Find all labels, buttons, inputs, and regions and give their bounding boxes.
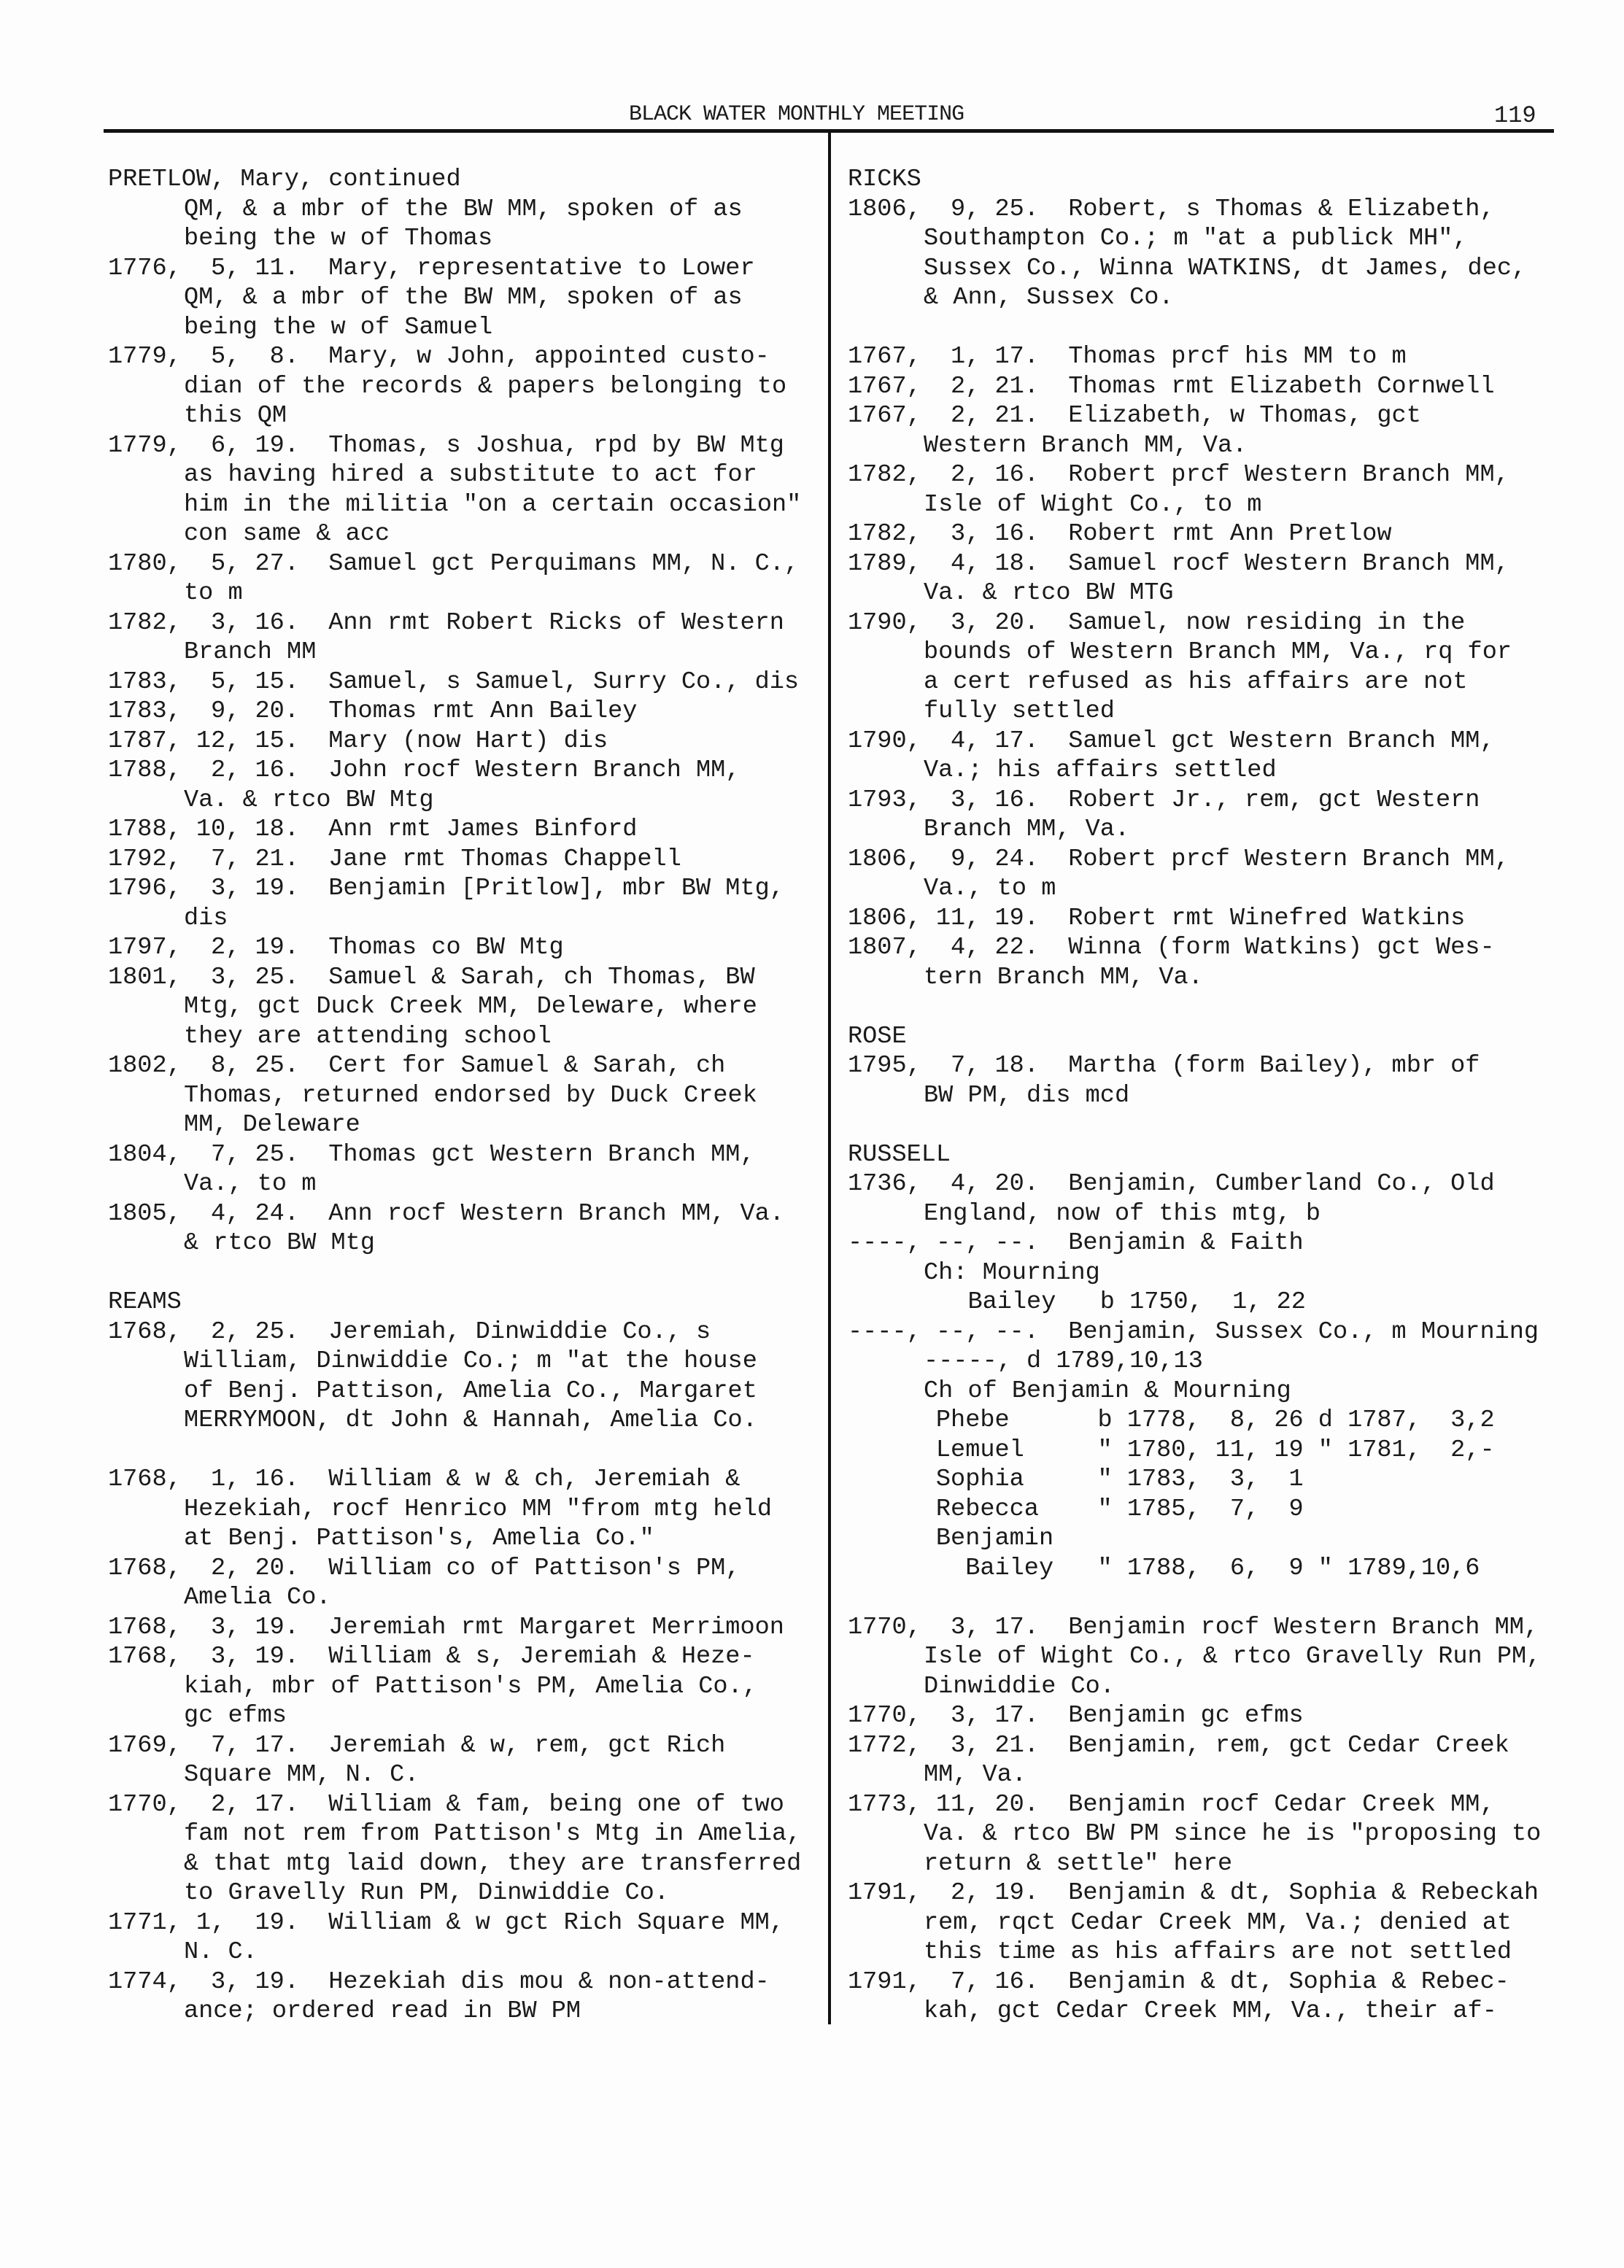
record-line: MM, Deleware — [184, 1111, 360, 1139]
record-line: Amelia Co. — [184, 1584, 331, 1611]
record-line: & rtco BW Mtg — [184, 1229, 375, 1257]
record-line: 1807, 4, 22. Winna (form Watkins) gct Wes- — [848, 934, 1495, 961]
record-line: rem, rqct Cedar Creek MM, Va.; denied at — [924, 1908, 1512, 1937]
record-line: Bailey b 1750, 1, 22 — [924, 1288, 1306, 1316]
record-line: 1782, 3, 16. Ann rmt Robert Ricks of Western — [108, 608, 784, 637]
record-line: 1788, 2, 16. John rocf Western Branch MM, — [108, 756, 741, 784]
record-line: 1773, 11, 20. Benjamin rocf Cedar Creek MM, — [848, 1790, 1495, 1819]
blank-line — [108, 1436, 819, 1466]
record-line: 1795, 7, 18. Martha (form Bailey), mbr of — [848, 1052, 1480, 1080]
surname-heading: RICKS — [848, 166, 921, 193]
blank-line — [848, 992, 1559, 1022]
record-line: 1736, 4, 20. Benjamin, Cumberland Co., Old — [848, 1170, 1495, 1198]
record-line: ----, --, --. Benjamin & Faith — [848, 1229, 1304, 1257]
record-line: 1791, 7, 16. Benjamin & dt, Sophia & Rebec- — [848, 1967, 1509, 1996]
record-line: Thomas, returned endorsed by Duck Creek — [184, 1081, 757, 1110]
record-line: dis — [184, 904, 228, 932]
record-line: 1768, 1, 16. William & w & ch, Jeremiah & — [108, 1466, 741, 1493]
record-line: 1772, 3, 21. Benjamin, rem, gct Cedar Creek — [848, 1731, 1509, 1760]
record-line: Sussex Co., Winna WATKINS, dt James, dec, — [924, 254, 1527, 282]
record-line: BW PM, dis mcd — [924, 1081, 1130, 1110]
right-column — [848, 165, 1559, 2027]
record-line: 1770, 3, 17. Benjamin rocf Western Branch MM, — [848, 1613, 1539, 1641]
record-line: 1787, 12, 15. Mary (now Hart) dis — [108, 727, 608, 755]
record-line: 1780, 5, 27. Samuel gct Perquimans MM, N. C., — [108, 549, 800, 578]
record-line: QM, & a mbr of the BW MM, spoken of as — [184, 284, 743, 311]
record-line: 1768, 3, 19. William & s, Jeremiah & Heze- — [108, 1643, 755, 1671]
record-line: at Benj. Pattison's, Amelia Co." — [184, 1525, 654, 1552]
record-line: 1770, 3, 17. Benjamin gc efms — [848, 1702, 1304, 1730]
record-line: fully settled — [924, 697, 1115, 725]
record-line: 1774, 3, 19. Hezekiah dis mou & non-attend- — [108, 1967, 770, 1996]
surname-heading: REAMS — [108, 1288, 182, 1316]
left-column — [108, 165, 819, 2027]
record-line: 1806, 9, 25. Robert, s Thomas & Elizabeth, — [848, 195, 1495, 223]
record-line: as having hired a substitute to act for — [184, 461, 757, 489]
record-line: Dinwiddie Co. — [924, 1672, 1115, 1700]
record-line: this time as his affairs are not settled — [924, 1938, 1512, 1966]
blank-line — [848, 313, 1559, 343]
record-line: 1790, 3, 20. Samuel, now residing in the — [848, 608, 1466, 637]
record-line: dian of the records & papers belonging to — [184, 372, 787, 400]
record-line: Rebecca " 1785, 7, 9 — [848, 1495, 1304, 1523]
record-line: to Gravelly Run PM, Dinwiddie Co. — [184, 1879, 669, 1907]
record-line: they are attending school — [184, 1022, 552, 1050]
record-line: William, Dinwiddie Co.; m "at the house — [184, 1347, 757, 1375]
page-number: 119 — [1494, 102, 1536, 129]
record-line: 1779, 6, 19. Thomas, s Joshua, rpd by BW Mtg — [108, 431, 784, 460]
record-line: MERRYMOON, dt John & Hannah, Amelia Co. — [184, 1406, 757, 1434]
record-line: him in the militia "on a certain occasion" — [184, 490, 802, 519]
record-line: return & settle" here — [924, 1849, 1233, 1878]
record-line: fam not rem from Pattison's Mtg in Amelia, — [184, 1820, 802, 1848]
record-line: N. C. — [184, 1938, 258, 1966]
record-line: 1768, 2, 20. William co of Pattison's PM, — [108, 1554, 741, 1582]
record-line: 1806, 9, 24. Robert prcf Western Branch MM, — [848, 845, 1509, 873]
record-line: kah, gct Cedar Creek MM, Va., their af- — [924, 1997, 1497, 2025]
record-line: Benjamin — [848, 1525, 1054, 1552]
record-line: kiah, mbr of Pattison's PM, Amelia Co., — [184, 1672, 757, 1700]
record-line: Bailey " 1788, 6, 9 " 1789,10,6 — [848, 1554, 1480, 1582]
record-line: 1801, 3, 25. Samuel & Sarah, ch Thomas, BW — [108, 963, 755, 991]
blank-line — [848, 1110, 1559, 1140]
record-line: 1806, 11, 19. Robert rmt Winefred Watkins — [848, 904, 1466, 932]
record-line: 1791, 2, 19. Benjamin & dt, Sophia & Rebeckah — [848, 1879, 1539, 1907]
record-line: to m — [184, 579, 243, 607]
record-line: 1792, 7, 21. Jane rmt Thomas Chappell — [108, 845, 681, 873]
record-line: 1797, 2, 19. Thomas co BW Mtg — [108, 934, 564, 961]
record-line: Va. & rtco BW MTG — [924, 579, 1174, 607]
record-line: 1776, 5, 11. Mary, representative to Lower — [108, 254, 755, 282]
record-line: ance; ordered read in BW PM — [184, 1997, 581, 2025]
record-line: tern Branch MM, Va. — [924, 963, 1203, 991]
record-line: 1768, 2, 25. Jeremiah, Dinwiddie Co., s — [108, 1317, 711, 1346]
record-line: a cert refused as his affairs are not — [924, 667, 1468, 696]
record-line: QM, & a mbr of the BW MM, spoken of as — [184, 195, 743, 223]
record-line: bounds of Western Branch MM, Va., rq for — [924, 638, 1512, 666]
record-line: Ch of Benjamin & Mourning — [924, 1377, 1291, 1405]
record-line: 1788, 10, 18. Ann rmt James Binford — [108, 816, 638, 843]
record-line: 1783, 5, 15. Samuel, s Samuel, Surry Co., dis — [108, 667, 800, 696]
record-line: Ch: Mourning — [924, 1258, 1100, 1287]
record-line: Hezekiah, rocf Henrico MM "from mtg held — [184, 1495, 773, 1523]
record-line: 1771, 1, 19. William & w gct Rich Square MM, — [108, 1908, 784, 1937]
record-line: being the w of Samuel — [184, 313, 493, 341]
record-line: -----, d 1789,10,13 — [924, 1347, 1203, 1375]
record-line: & that mtg laid down, they are transferred — [184, 1849, 802, 1878]
record-line: 1779, 5, 8. Mary, w John, appointed custo- — [108, 343, 770, 371]
record-line: this QM — [184, 402, 287, 430]
record-line: Phebe b 1778, 8, 26 d 1787, 3,2 — [848, 1406, 1495, 1434]
record-line: Branch MM — [184, 638, 317, 666]
record-line: 1767, 1, 17. Thomas prcf his MM to m — [848, 343, 1407, 371]
surname-heading: ROSE — [848, 1022, 907, 1050]
column-divider — [828, 131, 831, 2024]
record-line: gc efms — [184, 1702, 287, 1730]
record-line: Square MM, N. C. — [184, 1761, 419, 1789]
record-line: 1805, 4, 24. Ann rocf Western Branch MM, Va. — [108, 1199, 784, 1228]
record-line: 1767, 2, 21. Thomas rmt Elizabeth Cornwell — [848, 372, 1495, 400]
record-line: Va., to m — [184, 1170, 317, 1198]
record-line: 1767, 2, 21. Elizabeth, w Thomas, gct — [848, 402, 1421, 430]
record-line: 1804, 7, 25. Thomas gct Western Branch MM, — [108, 1140, 755, 1169]
record-line: Southampton Co.; m "at a publick MH", — [924, 225, 1468, 252]
record-line: Va., to m — [924, 875, 1056, 902]
record-line: Sophia " 1783, 3, 1 — [848, 1466, 1304, 1493]
record-line: Va.; his affairs settled — [924, 756, 1277, 784]
surname-heading: RUSSELL — [848, 1140, 951, 1169]
record-line: England, now of this mtg, b — [924, 1199, 1321, 1228]
record-line: MM, Va. — [924, 1761, 1027, 1789]
running-head: BLACK WATER MONTHLY MEETING — [629, 102, 964, 127]
record-line: 1793, 3, 16. Robert Jr., rem, gct Western — [848, 786, 1480, 814]
record-line: Branch MM, Va. — [924, 816, 1130, 843]
record-line: PRETLOW, Mary, continued — [108, 166, 461, 193]
record-line: & Ann, Sussex Co. — [924, 284, 1174, 311]
record-line: Va. & rtco BW PM since he is "proposing to — [924, 1820, 1542, 1848]
record-line: 1770, 2, 17. William & fam, being one of two — [108, 1790, 784, 1819]
record-line: 1790, 4, 17. Samuel gct Western Branch MM, — [848, 727, 1495, 755]
record-line: 1769, 7, 17. Jeremiah & w, rem, gct Rich — [108, 1731, 726, 1760]
record-line: Mtg, gct Duck Creek MM, Deleware, where — [184, 993, 757, 1021]
blank-line — [108, 1258, 819, 1288]
record-line: 1782, 3, 16. Robert rmt Ann Pretlow — [848, 520, 1392, 548]
record-line: 1768, 3, 19. Jeremiah rmt Margaret Merrimoon — [108, 1613, 784, 1641]
record-line: of Benj. Pattison, Amelia Co., Margaret — [184, 1377, 757, 1405]
record-line: Va. & rtco BW Mtg — [184, 786, 434, 814]
record-line: Western Branch MM, Va. — [924, 431, 1248, 460]
record-line: Lemuel " 1780, 11, 19 " 1781, 2,- — [848, 1436, 1495, 1464]
record-line: Isle of Wight Co., to m — [924, 490, 1262, 519]
record-line: ----, --, --. Benjamin, Sussex Co., m Mourning — [848, 1317, 1539, 1346]
blank-line — [848, 1583, 1559, 1613]
record-line: 1789, 4, 18. Samuel rocf Western Branch MM, — [848, 549, 1509, 578]
record-line: 1796, 3, 19. Benjamin [Pritlow], mbr BW Mtg, — [108, 875, 784, 902]
record-line: being the w of Thomas — [184, 225, 493, 252]
record-line: 1802, 8, 25. Cert for Samuel & Sarah, ch — [108, 1052, 726, 1080]
record-line: 1783, 9, 20. Thomas rmt Ann Bailey — [108, 697, 638, 725]
record-line: 1782, 2, 16. Robert prcf Western Branch MM, — [848, 461, 1509, 489]
record-line: con same & acc — [184, 520, 390, 548]
record-line: Isle of Wight Co., & rtco Gravelly Run PM, — [924, 1643, 1542, 1671]
